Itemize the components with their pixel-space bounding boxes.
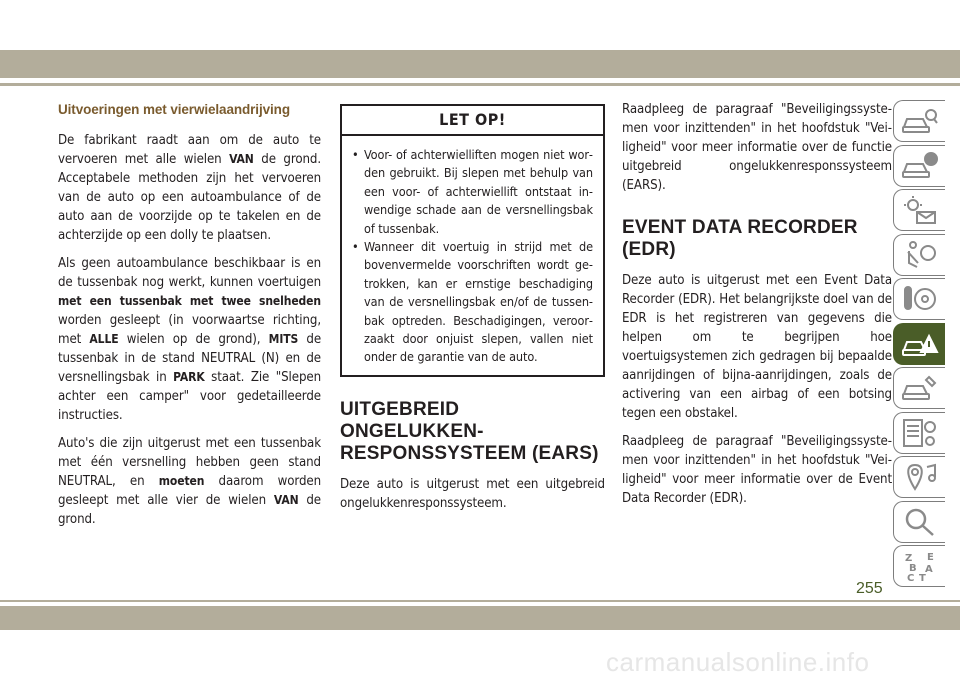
tab-search[interactable] [893,501,945,543]
caution-list [342,136,603,375]
paragraph [58,254,321,425]
seatbelt-airbag-icon [901,239,939,271]
text: daarom worden gesleept met alle vier de wielen [58,474,321,508]
bold-text: ALLE [89,332,119,346]
text: wielen op de grond), [126,332,261,347]
text: worden gesleept (in voorwaartse richting, met [58,313,321,347]
paragraph: Raadpleeg de paragraaf "Beveiligingssystemen voor inzittenden" in het hoofdstuk "Veiligheid" voor meer informatie over de functie uitgebreid ongelukkenresponssysteem (EARS). [622,102,892,193]
caution-box [340,104,605,377]
car-info-icon [901,150,939,182]
paragraph: Raadpleeg de paragraaf "Beveiligingssystemen voor inzittenden" in het hoofdstuk "Veiligheid" voor meer informatie over de Event Data Recorder (EDR). [622,434,892,506]
text: de grond. Acceptabele methoden zijn het vervoeren van de auto op een autoambulance of de auto aan de voorzijde op te takelen en de achterzijde op een dolly te plaatsen. [58,152,322,243]
ears-heading: UITGEBREID ONGELUKKENRESPONSSYSTEEM (EARS) [340,398,599,464]
car-service-icon [901,372,939,404]
index-letter: A [924,564,933,575]
section-heading-4wd: Uitvoeringen met vierwielaandrijving [58,102,290,117]
text: staat. Zie "Slepen achter een camper" voor gedetailleerde instructies. [58,370,321,423]
bold-text: met een tussenbak met twee snelheden [58,294,321,308]
text: De fabrikant raadt aan om de auto te vervoeren met alle wielen [58,133,321,167]
multimedia-icon [901,461,939,493]
maintenance-specs-icon [901,417,939,449]
warning-lights-icon [901,194,939,226]
text: Auto's die zijn uitgerust met een tussenbak met één versnelling hebben geen stand NEUTRAL, en [58,436,321,489]
tab-steering-wheel[interactable] [893,278,945,320]
edr-heading: EVENT DATA RECORDER (EDR) [622,217,858,260]
index-letter: C [906,573,914,582]
bottom-band [0,606,960,630]
chapter-tabs [893,100,945,590]
tab-index[interactable] [893,545,945,587]
text: Als geen autoambulance beschikbaar is en de tussenbak nog werkt, kunnen voertuigen [58,256,321,290]
tab-car-search[interactable] [893,100,945,142]
bold-text: MITS [268,332,299,346]
tab-multimedia[interactable] [893,456,945,498]
bold-text: VAN [229,152,254,166]
car-warning-triangle-icon [901,328,939,360]
search-icon [901,506,939,538]
paragraph [58,434,321,529]
top-rule [0,83,960,86]
bold-text: moeten [158,474,205,488]
bottom-rule [0,600,960,602]
tab-warning-lights[interactable] [893,189,945,231]
index-letter: Z [904,553,912,564]
tab-car-service[interactable] [893,367,945,409]
watermark-footer: carmanualsonline.info [606,647,870,677]
tab-car-info[interactable] [893,145,945,187]
column-middle [340,104,605,522]
tab-emergency[interactable] [893,323,945,365]
text: de tussenbak in de stand NEUTRAL (N) en de versnellingsbak in [58,332,322,385]
caution-item: • Voor- of achterwielliften mogen niet worden gebruikt. Bij slepen met behulp van een voor- of achterwiellift ontstaat inwendige schade aan de versnellingsbak of tussenbak. [352,146,593,238]
tab-maintenance-specs[interactable] [893,412,945,454]
caution-title: LET OP! [342,106,603,136]
paragraph: Deze auto is uitgerust met een Event Data Recorder (EDR). Het belangrijkste doel van de EDR is het registreren van gegevens die helpen om te begrijpen hoe voertuigsystemen zich gedragen bij bepaalde aanrijdingen of bijna-aanrijdingen, zoals de activering van een airbag of een botsing tegen een obstakel. [622,273,892,421]
tab-seatbelt-airbag[interactable] [893,234,945,276]
column-right [622,100,892,517]
car-search-icon [901,105,939,137]
alphabet-index-icon [901,550,939,582]
steering-wheel-icon [901,283,939,315]
bold-text: PARK [173,370,205,384]
page-number: 255 [856,580,883,597]
index-letter: E [926,552,934,563]
caution-item: • Wanneer dit voertuig in strijd met de bovenvermelde voorschriften wordt getrokken, kan er ernstige beschadiging van de versnellingsbak en/of de tussenbak optreden. Beschadigingen, veroorzaakt door onjuist slepen, vallen niet onder de garantie van de auto. [352,238,593,367]
column-left [58,100,321,538]
index-letter: B [908,563,917,574]
paragraph [58,131,321,245]
top-band [0,50,960,78]
index-letter: T [918,573,926,582]
text: de grond. [58,493,321,527]
ears-body: Deze auto is uitgerust met een uitgebreid ongelukkenresponssysteem. [340,476,605,511]
bold-text: VAN [273,493,299,507]
